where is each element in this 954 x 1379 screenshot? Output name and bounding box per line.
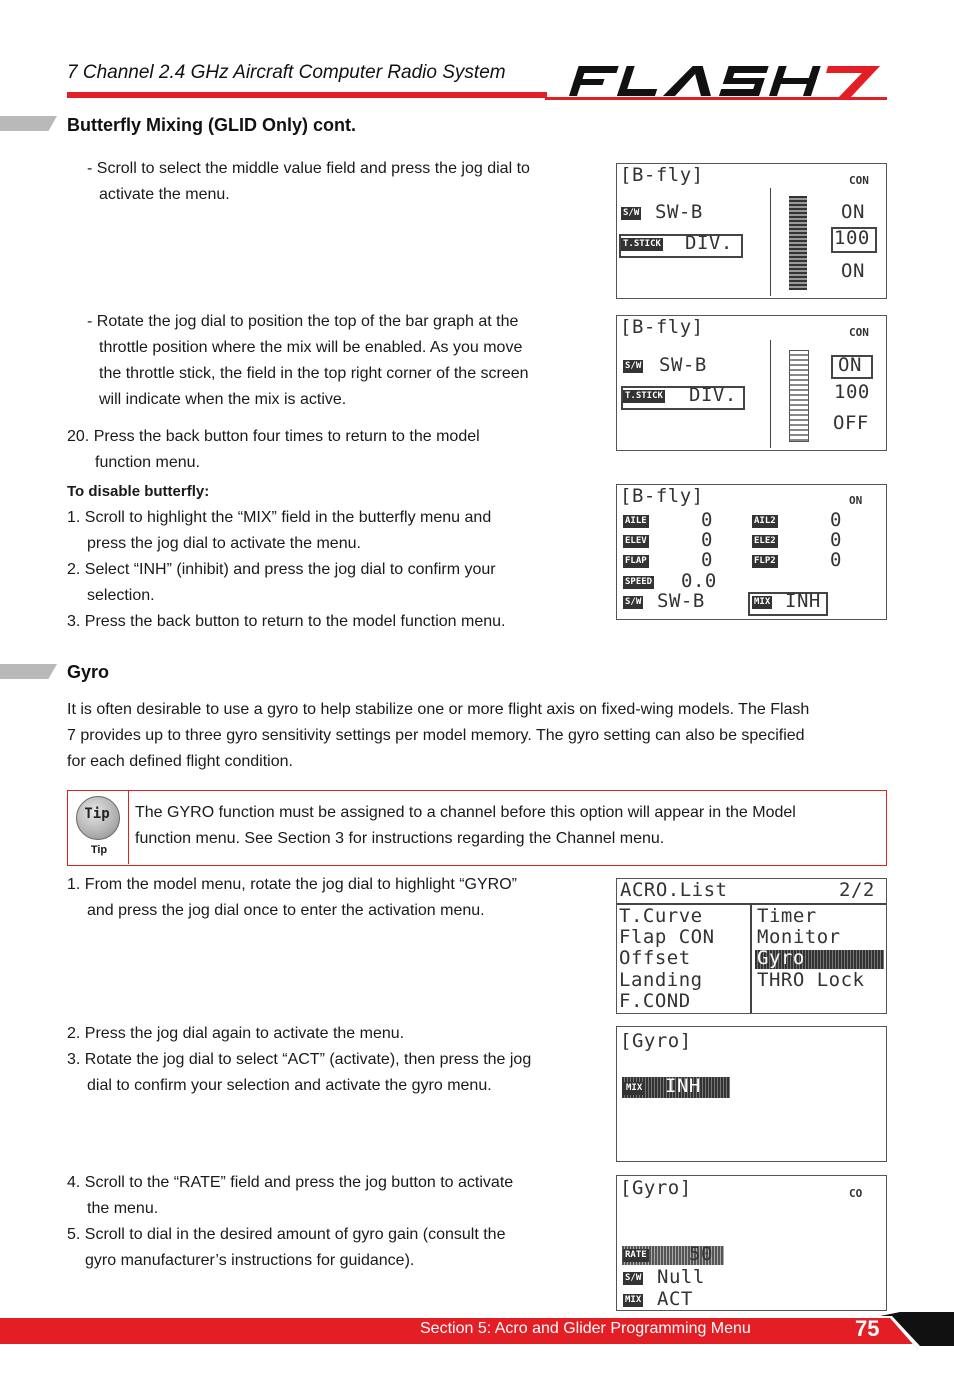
text-line: selection. [87,587,155,604]
lcd-value: INH [665,1075,701,1097]
header-rule-right [545,97,887,100]
lcd-menu-item: Landing [619,969,703,991]
disable-steps [67,505,505,635]
header-rule [67,92,547,98]
lcd-value: 0 [701,509,713,531]
text-line: the throttle stick, the field in the top right corner of the screen [99,365,529,382]
tip-divider [128,790,129,864]
lcd-title: ACRO.List [620,879,728,901]
lcd-screen-acro-list [616,878,887,1014]
lcd-title: [B-fly] [620,164,704,186]
lcd-tag: S/W [625,1273,642,1283]
text-line: 4. Scroll to the “RATE” field and press the jog button to activate [67,1174,514,1191]
gyro-step-4-5 [67,1170,513,1274]
text-line: - Scroll to select the middle value field and press the jog dial to [87,160,530,177]
lcd-menu-item-selected: Gyro [757,947,805,969]
text-line: gyro manufacturer’s instructions for guidance). [85,1252,415,1269]
text-line: 3. Rotate the jog dial to select “ACT” (activate), then press the jog [67,1051,532,1068]
step-20 [67,424,480,476]
lcd-tag: RATE [625,1250,647,1260]
text-line: 3. Press the back button to return to the model function menu. [67,613,506,630]
lcd-value: SW-B [655,201,703,223]
lcd-page-indicator: 2/2 [839,879,875,901]
text-line: 5. Scroll to dial in the desired amount of gyro gain (consult the [67,1226,506,1243]
footer-section-title: Section 5: Acro and Glider Programming Menu [420,1320,751,1337]
lcd-tag: T.STICK [623,239,661,249]
lcd-value: 100 [834,227,870,249]
text-line: 2. Press the jog dial again to activate the menu. [67,1025,405,1042]
text-line: The GYRO function must be assigned to a channel before this option will appear in the Model [135,804,796,821]
text-line: press the jog dial to activate the menu. [87,535,361,552]
gyro-intro [67,697,809,775]
text-line: 1. From the model menu, rotate the jog dial to highlight “GYRO” [67,876,517,893]
section-marker [0,116,57,131]
tip-icon-text: Tip [84,806,110,822]
lcd-panel-divider [770,340,771,448]
lcd-value: OFF [833,412,869,434]
gyro-step-2-3 [67,1021,531,1099]
flash7-logo [560,62,890,102]
text-line: - Rotate the jog dial to position the top of the bar graph at the [87,313,519,330]
tip-label: Tip [90,844,108,856]
text-line: It is often desirable to use a gyro to help stabilize one or more flight axis on fixed-wing models. The Flash [67,701,810,718]
lcd-value: 50 [689,1243,713,1265]
lcd-screen-bfly-3 [616,484,887,620]
lcd-tag: AILE [625,516,647,526]
lcd-bar-graph [789,350,809,442]
lcd-panel-divider [770,188,771,296]
lcd-title: [B-fly] [620,485,704,507]
lcd-value: 0 [701,549,713,571]
lcd-menu-item: Timer [757,905,817,927]
lcd-value: 0 [830,529,842,551]
page-number: 75 [855,1316,880,1341]
section-marker [0,664,57,679]
lcd-title: [B-fly] [620,316,704,338]
text-line: 2. Select “INH” (inhibit) and press the jog dial to confirm your [67,561,496,578]
gyro-heading: Gyro [67,662,110,682]
lcd-tag: ELE2 [754,536,776,546]
lcd-tag: ELEV [625,536,647,546]
lcd-tag: S/W [625,597,642,607]
text-line: throttle position where the mix will be enabled. As you move [99,339,523,356]
lcd-menu-item: THRO Lock [757,969,865,991]
lcd-column-divider [750,905,752,1013]
butterfly-bullet-1 [87,156,530,208]
lcd-tag: SPEED [625,577,653,587]
text-line: for each defined flight condition. [67,753,293,770]
lcd-menu-item: Monitor [757,926,841,948]
lcd-value: INH [785,590,821,612]
lcd-value: Null [657,1266,705,1288]
lcd-value: SW-B [657,590,705,612]
lcd-value: ON [841,201,865,223]
text-line: 1. Scroll to highlight the “MIX” field in the butterfly menu and [67,509,492,526]
lcd-value: 0 [830,509,842,531]
text-line: function menu. See Section 3 for instructions regarding the Channel menu. [135,830,665,847]
lcd-status: CO [849,1187,863,1200]
lcd-tag: S/W [623,208,640,218]
butterfly-heading: Butterfly Mixing (GLID Only) cont. [67,115,356,135]
lcd-menu-item: Offset [619,947,691,969]
lcd-tag: MIX [626,1083,643,1093]
header-title: 7 Channel 2.4 GHz Aircraft Computer Radio System [67,62,506,83]
text-line: and press the jog dial once to enter the activation menu. [87,902,485,919]
lcd-value: 0 [830,549,842,571]
lcd-title: [Gyro] [620,1030,692,1052]
text-line: 20. Press the back button four times to return to the model [67,428,480,445]
lcd-screen-gyro-inh [616,1026,887,1162]
lcd-value: ACT [657,1288,693,1310]
lcd-title: [Gyro] [620,1177,692,1199]
lcd-value: 0.0 [681,570,717,592]
lcd-bar-graph [789,196,807,290]
tip-text [135,800,796,852]
lcd-tag: S/W [625,361,642,371]
lcd-value: 100 [834,381,870,403]
lcd-value: DIV. [689,384,737,406]
lcd-tag: MIX [754,597,771,607]
lcd-value: SW-B [659,354,707,376]
lcd-value: 0 [701,529,713,551]
lcd-tag: FLP2 [754,556,776,566]
lcd-tag: MIX [625,1295,642,1305]
lcd-tag: FLAP [625,556,647,566]
lcd-status: CON [849,326,869,339]
gyro-step-1 [67,872,517,924]
lcd-value: ON [841,260,865,282]
text-line: dial to confirm your selection and activate the gyro menu. [87,1077,492,1094]
text-line: will indicate when the mix is active. [99,391,347,408]
lcd-value: ON [838,354,862,376]
text-line: the menu. [87,1200,159,1217]
lcd-status: CON [849,174,869,187]
text-line: activate the menu. [99,186,230,203]
lcd-status: ON [849,494,863,507]
lcd-screen-bfly-2 [616,315,887,451]
lcd-menu-item: T.Curve [619,905,703,927]
lcd-screen-bfly-1 [616,163,887,299]
lcd-tag: T.STICK [625,391,663,401]
lcd-tag: AIL2 [754,516,776,526]
lcd-menu-item: F.COND [619,990,691,1012]
butterfly-bullet-2 [87,309,529,413]
disable-heading: To disable butterfly: [67,483,210,500]
lcd-menu-item: Flap CON [619,926,715,948]
lcd-screen-gyro-act [616,1175,887,1311]
lcd-value: DIV. [685,232,733,254]
text-line: function menu. [95,454,200,471]
text-line: 7 provides up to three gyro sensitivity settings per model memory. The gyro setting can also be specified [67,727,805,744]
